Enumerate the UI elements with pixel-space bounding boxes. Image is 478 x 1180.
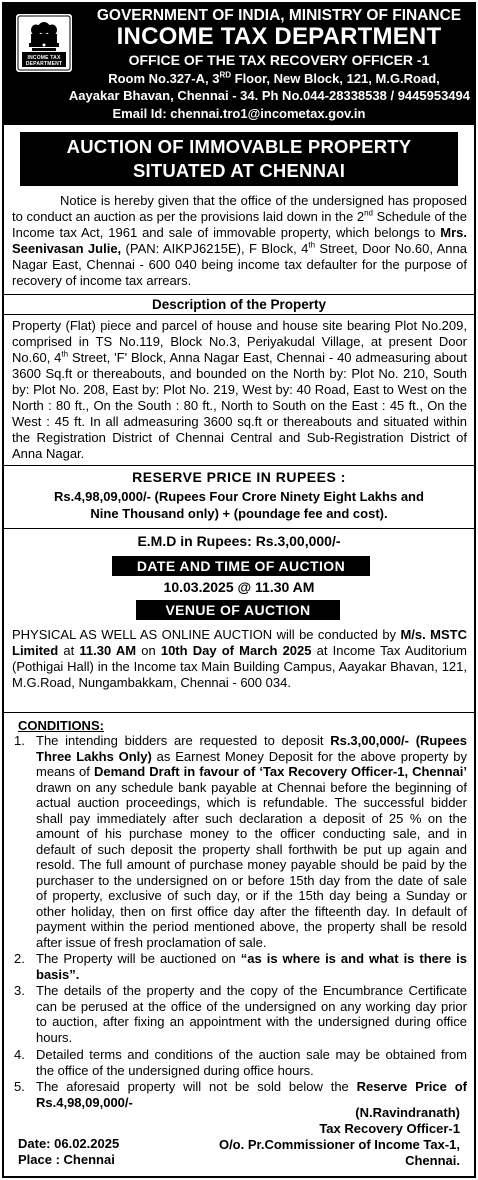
- auction-notice: [2, 2, 476, 1178]
- emd-amount: E.M.D in Rupees: Rs.3,00,000/-: [137, 533, 341, 549]
- conditions-heading: CONDITIONS:: [18, 718, 104, 733]
- divider: [4, 528, 474, 529]
- government-line: GOVERNMENT OF INDIA, MINISTRY OF FINANCE: [96, 7, 462, 24]
- reserve-price-heading: RESERVE PRICE IN RUPEES :: [132, 469, 346, 485]
- signature-block: [200, 1105, 460, 1169]
- email-line: Email Id: chennai.tro1@incometax.gov.in: [112, 106, 366, 121]
- divider: [4, 712, 474, 713]
- condition-item: 2. The Property will be auctioned on “as is where is and what is there is basis”.: [14, 951, 468, 982]
- divider: [4, 314, 474, 315]
- emblem-label: INCOME TAX DEPARTMENT: [25, 55, 63, 67]
- reserve-price-value: Rs.4,98,09,000/- (Rupees Four Crore Ninety Eight Lakhs and Nine Thousand only) + (poundage fee and cost).: [54, 489, 424, 521]
- notice-title: [20, 132, 458, 186]
- intro-paragraph: Notice is hereby given that the office of the undersigned has proposed to conduct an auction as per the provisions laid down in the 2nd Schedule of the Income tax Act, 1961 and sale of immovable property, which belongs to Mrs. Seenivasan Julie, (PAN: AIKPJ6215E), F Block, 4th Street, Door No.60, Anna Nagar East, Chennai - 600 040 being income tax defaulter for the purpose of recovery of income tax arrears.: [12, 193, 467, 288]
- notice-date: Date: 06.02.2025: [18, 1136, 120, 1151]
- divider: [4, 465, 474, 466]
- condition-item: 4. Detailed terms and conditions of the auction sale may be obtained from the office of the undersigned during office hours.: [14, 1047, 467, 1078]
- address-line-1: Room No.327-A, 3RD Floor, New Block, 121, M.G.Road,: [108, 70, 440, 86]
- officer-designation: Tax Recovery Officer-1: [319, 1121, 460, 1136]
- condition-item: 1. The intending bidders are requested to deposit Rs.3,00,000/- (Rupees Three Lakhs Only) as Earnest Money Deposit for the above property by means of Demand Draft in favour of ‘Tax Recovery Officer-1, Chennai’ drawn on any schedule bank payable at Chennai before the beginning of actual auction proceedings, which is refundable. The successful bidder shall pay immediately after such declaration a deposit of 25 % on the amount of his purchase money to the officer conducting sale, and in default of such deposit the property shall forthwith be put up again and resold. The full amount of purchase money payable should be paid by the purchaser to the undersigned on or before 15th day from the date of sale of property, exclusive of such day, or if the 15th day being a Sunday or other holiday, then on first office day after the fifteenth day. In default of payment within the period mentioned above, the property shall be resold after issue of fresh proclamation of sale.: [14, 733, 468, 950]
- date-time-heading: DATE AND TIME OF AUCTION: [112, 556, 370, 576]
- officer-city: Chennai.: [405, 1153, 460, 1168]
- address-line-2: Aayakar Bhavan, Chennai - 34. Ph No.044-28338538 / 9445953494: [68, 88, 470, 103]
- condition-item: 3. The details of the property and the copy of the Encumbrance Certificate can be perused at the office of the undersigned on any working day prior to auction, after fixing an appointment with the undersigned during office hours.: [14, 983, 467, 1045]
- department-title: INCOME TAX DEPARTMENT: [116, 23, 442, 50]
- description-heading: Description of the Property: [151, 297, 327, 312]
- owner-name: Mrs. Seenivasan Julie,: [12, 225, 467, 256]
- venue-heading: VENUE OF AUCTION: [136, 600, 340, 620]
- auction-date-time: 10.03.2025 @ 11.30 AM: [163, 579, 315, 595]
- title-line-2: SITUATED AT CHENNAI: [132, 160, 346, 181]
- title-line-1: AUCTION OF IMMOVABLE PROPERTY: [66, 136, 412, 157]
- venue-paragraph: PHYSICAL AS WELL AS ONLINE AUCTION will be conducted by M/s. MSTC Limited at 11.30 AM on 10th Day of March 2025 at Income Tax Auditorium (Pothigai Hall) in the Income tax Main Building Campus, Aayakar Bhavan, 121, M.G.Road, Nungambakkam, Chennai - 600 034.: [12, 627, 467, 690]
- notice-header: [4, 4, 474, 125]
- divider: [4, 294, 474, 295]
- condition-item: 5. The aforesaid property will not be sold below the Reserve Price of Rs.4,98,09,000/-: [14, 1079, 467, 1110]
- office-line: OFFICE OF THE TAX RECOVERY OFFICER -1: [128, 52, 430, 68]
- notice-place: Place : Chennai: [18, 1152, 115, 1167]
- date-place-block: [18, 1136, 119, 1168]
- officer-office: O/o. Pr.Commissioner of Income Tax-1,: [218, 1137, 460, 1152]
- property-description: Property (Flat) piece and parcel of house and house site bearing Plot No.209, comprised in TS No.119, Block No.3, Periyakudal Village, at present Door No.60, 4th Street, 'F' Block, Anna Nagar East, Chennai - 40 admeasuring about 3600 Sq.ft or thereabouts, and bounded on the North by: Plot No. 210, South by: Plot No. 208, East by: Plot No. 219, West by: 40 Road, East to West on the North : 80 ft., On the South : 80 ft., North to South on the East : 45 ft., On the West : 45 ft. In all admeasuring 3600 sq.ft or thereabouts and situated within the Registration District of Chennai Central and Sub-Registration District of Anna Nagar.: [12, 318, 467, 461]
- officer-name: (N.Ravindranath): [355, 1105, 460, 1120]
